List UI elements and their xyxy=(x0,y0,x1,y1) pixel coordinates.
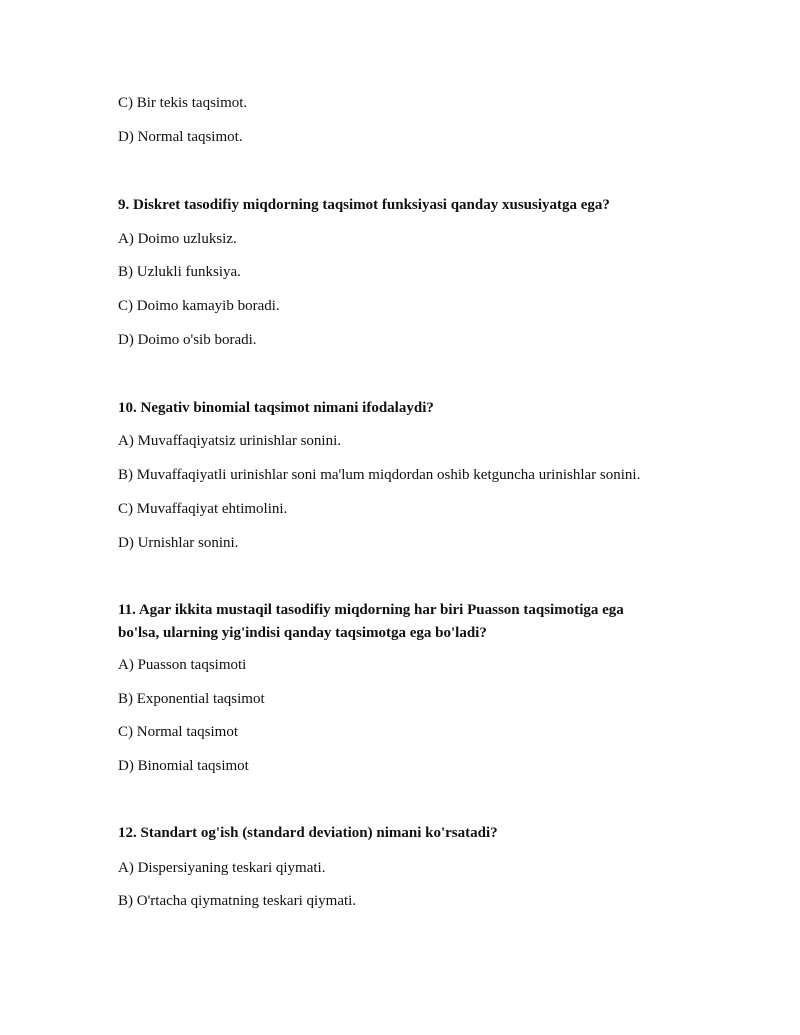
option-9d: D) Doimo o'sib boradi. xyxy=(118,332,257,348)
option-8d: D) Normal taqsimot. xyxy=(118,129,243,145)
option-9b: B) Uzlukli funksiya. xyxy=(118,264,241,280)
option-11b: B) Exponential taqsimot xyxy=(118,691,265,707)
option-11c: C) Normal taqsimot xyxy=(118,724,238,740)
question-12: 12. Standart og'ish (standard deviation) nimani ko'rsatadi? xyxy=(118,825,498,841)
question-10: 10. Negativ binomial taqsimot nimani ifodalaydi? xyxy=(118,400,434,416)
option-11d: D) Binomial taqsimot xyxy=(118,758,249,774)
option-8c: C) Bir tekis taqsimot. xyxy=(118,95,248,111)
option-10b: B) Muvaffaqiyatli urinishlar soni ma'lum miqdordan oshib ketguncha urinishlar sonini. xyxy=(118,467,641,483)
option-9a: A) Doimo uzluksiz. xyxy=(118,231,237,247)
option-12b: B) O'rtacha qiymatning teskari qiymati. xyxy=(118,893,357,909)
question-11-line-1: 11. Agar ikkita mustaqil tasodifiy miqdorning har biri Puasson taqsimotiga ega xyxy=(118,602,624,618)
option-10a: A) Muvaffaqiyatsiz urinishlar sonini. xyxy=(118,433,342,449)
option-10d: D) Urnishlar sonini. xyxy=(118,535,239,551)
question-11-line-2: bo'lsa, ularning yig'indisi qanday taqsimotga ega bo'ladi? xyxy=(118,625,487,641)
option-12a: A) Dispersiyaning teskari qiymati. xyxy=(118,860,326,876)
option-11a: A) Puasson taqsimoti xyxy=(118,657,247,673)
option-9c: C) Doimo kamayib boradi. xyxy=(118,298,280,314)
option-10c: C) Muvaffaqiyat ehtimolini. xyxy=(118,501,288,517)
question-9: 9. Diskret tasodifiy miqdorning taqsimot funksiyasi qanday xususiyatga ega? xyxy=(118,197,610,213)
